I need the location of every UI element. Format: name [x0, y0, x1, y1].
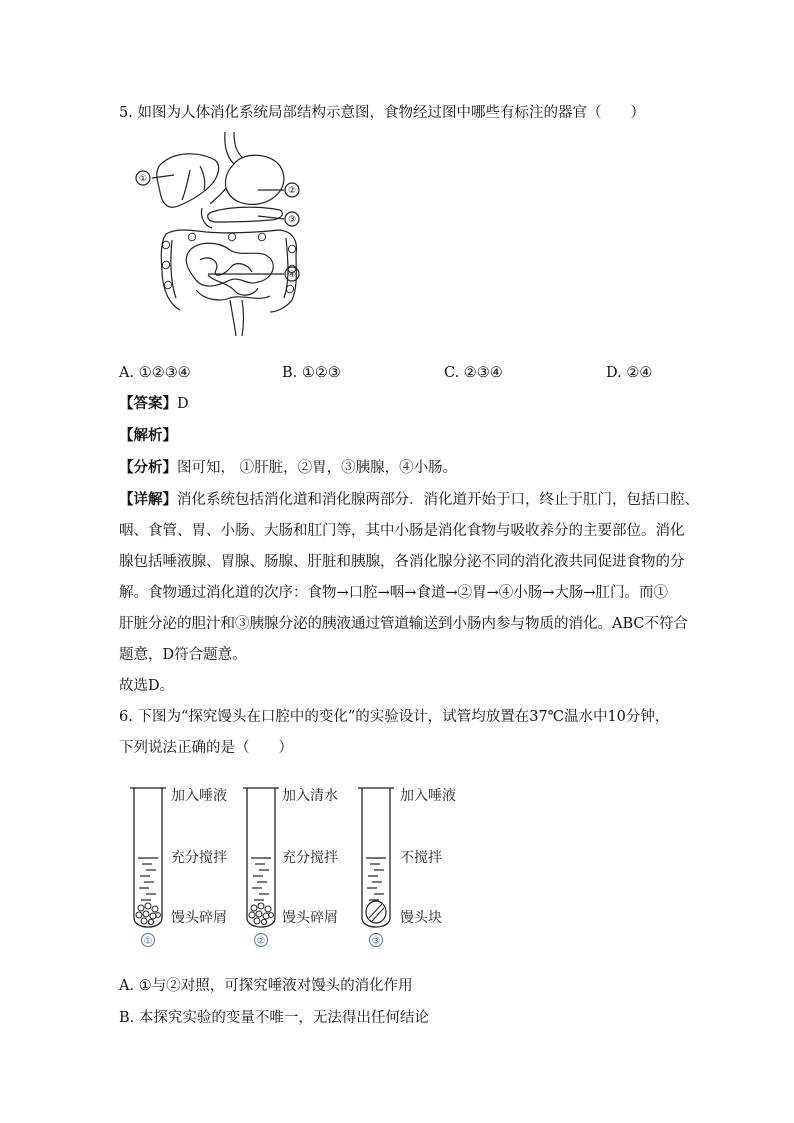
tube-2-stir-label: 充分搅拌	[282, 850, 338, 866]
analysis-tag: 【分析】	[119, 459, 177, 476]
q6-stem-line-2: 下列说法正确的是（ ）	[119, 740, 293, 756]
digestive-system-diagram	[130, 130, 330, 345]
q5-answer	[119, 394, 189, 414]
q5-option-c: C. ②③④	[444, 365, 503, 381]
q5-option-d: D. ②④	[606, 365, 653, 381]
small-intestine-shape	[186, 243, 273, 286]
tube-2-content-label: 馒头碎屑	[282, 910, 338, 926]
tube-2-number: ②	[256, 936, 266, 947]
tube-1-stir-label: 充分搅拌	[171, 850, 227, 866]
tube-3-add-label: 加入唾液	[400, 788, 456, 804]
tube-1-content-label: 馒头碎屑	[171, 910, 227, 926]
tube-1	[130, 787, 227, 947]
diagram-label-3: ③	[287, 215, 297, 225]
q5-detail-line-2: 咽、食管、胃、小肠、大肠和肛门等，其中小肠是消化食物与吸收养分的主要部位。消化	[119, 523, 685, 539]
stomach-shape	[225, 155, 283, 204]
q6-option-b: B. 本探究实验的变量不唯一，无法得出任何结论	[119, 1010, 429, 1026]
analysis-text: 图可知， ①肝脏，②胃，③胰腺，④小肠。	[177, 460, 458, 476]
tube-1-add-label: 加入唾液	[171, 788, 227, 804]
tube-2-add-label: 加入清水	[282, 788, 338, 804]
analysis-heading: 【解析】	[119, 427, 177, 444]
q5-option-b: B. ①②③	[282, 365, 341, 381]
q5-stem: 5. 如图为人体消化系统局部结构示意图，食物经过图中哪些有标注的器官（ ）	[119, 105, 645, 121]
tube-3-content-label: 馒头块	[400, 910, 442, 926]
answer-label: 【答案】	[119, 395, 177, 412]
diagram-label-4: ④	[287, 270, 297, 280]
q5-analysis	[119, 458, 457, 478]
tube-1-number: ①	[143, 936, 153, 947]
test-tube-diagram	[125, 778, 485, 953]
q6-stem-line-1: 6. 下图为“探究馒头在口腔中的变化”的实验设计，试管均放置在37℃温水中10分钟，	[119, 709, 670, 725]
q5-detail-line-5: 肝脏分泌的胆汁和③胰腺分泌的胰液通过管道输送到小肠内参与物质的消化。ABC不符合	[119, 616, 688, 632]
tube-3-number: ③	[371, 936, 381, 947]
diagram-label-2: ②	[287, 186, 297, 196]
q5-conclusion: 故选D。	[119, 678, 175, 694]
tube-3-stir-label: 不搅拌	[400, 850, 442, 866]
q5-detail-line-4: 解。食物通过消化道的次序：食物→口腔→咽→食道→②胃→④小肠→大肠→肛门。而①	[119, 585, 669, 601]
large-intestine-shape	[161, 230, 296, 312]
answer-value: D	[177, 396, 189, 412]
q5-detail-line-3: 腺包括唾液腺、胃腺、肠腺、肝脏和胰腺，各消化腺分泌不同的消化液共同促进食物的分	[119, 554, 685, 570]
pancreas-shape	[208, 207, 283, 222]
q5-option-a: A. ①②③④	[119, 365, 191, 381]
diagram-label-1: ①	[138, 174, 148, 184]
q5-detail-line-6: 题意，D符合题意。	[119, 647, 247, 663]
detail-text-1: 消化系统包括消化道和消化腺两部分．消化道开始于口，终止于肛门，包括口腔、	[177, 492, 699, 508]
q5-detail-line-1	[119, 490, 699, 510]
tube-2	[243, 787, 338, 947]
tube-3	[358, 787, 456, 947]
detail-tag: 【详解】	[119, 491, 177, 508]
q6-option-a: A. ①与②对照，可探究唾液对馒头的消化作用	[119, 978, 413, 994]
